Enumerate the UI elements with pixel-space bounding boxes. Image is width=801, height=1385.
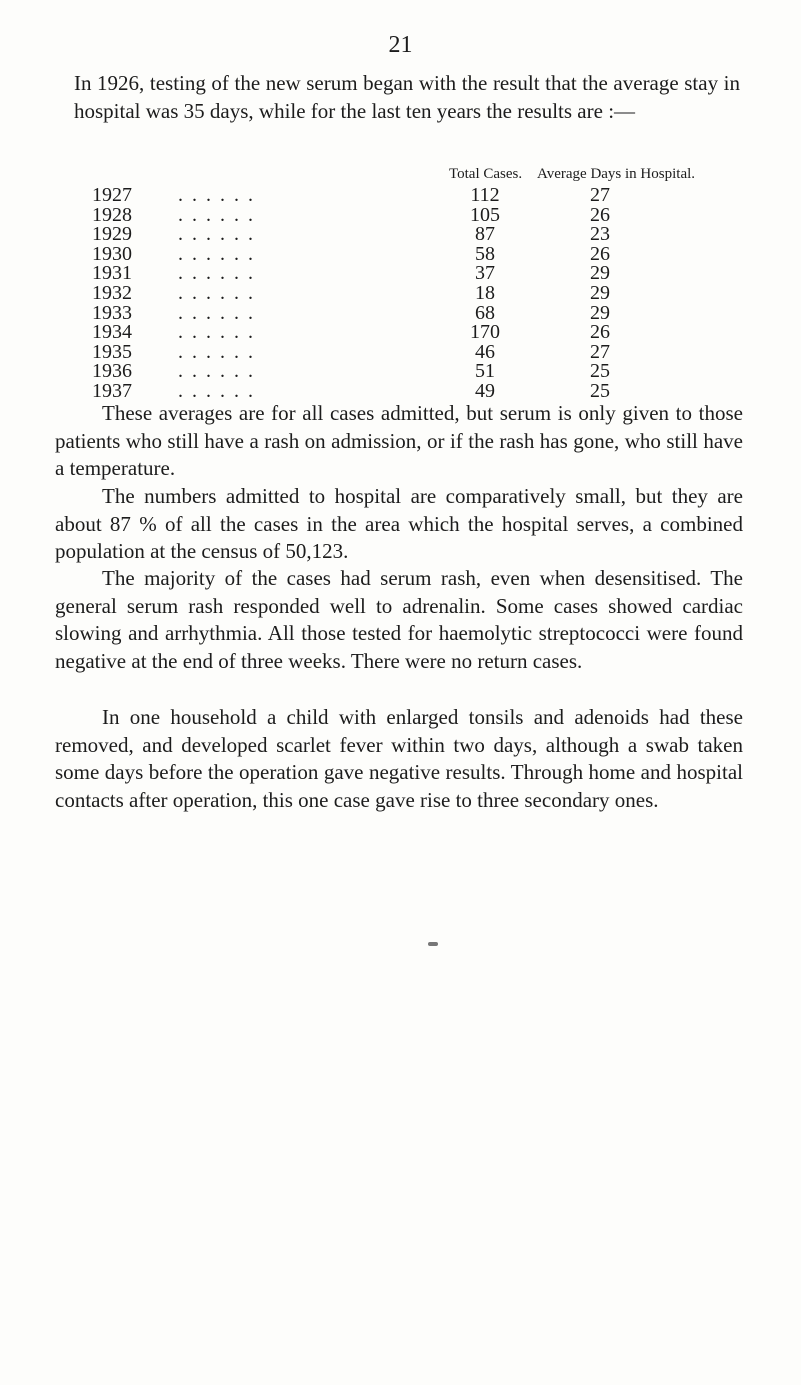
column-header-total-cases: Total Cases. <box>449 166 523 182</box>
average-days-cell: 29 <box>590 301 610 324</box>
total-cases-cell: 58 <box>475 242 495 265</box>
total-cases-cell: 68 <box>475 301 495 324</box>
year-cell: 1936 <box>92 360 132 383</box>
leader-dots: . . . . . . <box>178 282 255 304</box>
leader-dots: . . . . . . <box>178 340 255 363</box>
paragraph-numbers-admitted: The numbers admitted to hospital are comparatively small, but they are about 87 % of all the cases in the area which the hospital serves, a combined population at the census of 50,123. <box>55 484 743 563</box>
leader-dots: . . . . . . <box>178 203 255 226</box>
year-cell: 1930 <box>92 242 132 265</box>
average-days-cell: 29 <box>590 262 610 285</box>
leader-dots: . . . . . . <box>178 301 255 324</box>
year-cell: 1932 <box>92 282 132 304</box>
leader-dots: . . . . . . <box>178 321 255 344</box>
total-cases-cell: 18 <box>475 282 495 304</box>
average-days-cell: 27 <box>590 184 610 206</box>
year-cell: 1931 <box>92 262 132 285</box>
column-header-average-days: Average Days in Hospital. <box>537 166 696 182</box>
paragraph-serum-rash: The majority of the cases had serum rash, even when desensitised. The general serum rash responded well to adrenalin. Some cases showed cardiac slowing and arrhythmia. All those tested for haemolytic streptococci were found negative at the end of three weeks. There were no return cases. <box>55 566 743 673</box>
paragraph-household-case: In one household a child with enlarged tonsils and adenoids had these removed, and developed scarlet fever within two days, although a swab taken some days before the operation gave negative results. Through home and hospital contacts after operation, this one case gave rise to three secondary ones. <box>55 705 743 812</box>
leader-dots: . . . . . . <box>178 242 255 265</box>
leader-dots: . . . . . . <box>178 262 255 285</box>
average-days-cell: 25 <box>590 360 610 383</box>
average-days-cell: 29 <box>590 282 610 304</box>
average-days-cell: 27 <box>590 340 610 363</box>
total-cases-cell: 49 <box>475 380 495 402</box>
intro-paragraph: In 1926, testing of the new serum began with the result that the average stay in hospital was 35 days, while for the last ten years the results are :— <box>74 71 740 123</box>
total-cases-cell: 105 <box>470 203 500 226</box>
leader-dots: . . . . . . <box>178 360 255 383</box>
total-cases-cell: 112 <box>470 184 500 206</box>
total-cases-cell: 51 <box>475 360 495 383</box>
year-cell: 1933 <box>92 301 132 324</box>
leader-dots: . . . . . . <box>178 380 255 402</box>
average-days-cell: 26 <box>590 203 610 226</box>
year-cell: 1934 <box>92 321 132 344</box>
year-cell: 1929 <box>92 223 132 246</box>
average-days-cell: 26 <box>590 242 610 265</box>
average-days-cell: 26 <box>590 321 610 344</box>
total-cases-cell: 37 <box>475 262 495 285</box>
total-cases-cell: 46 <box>475 340 495 363</box>
total-cases-cell: 170 <box>470 321 500 344</box>
year-cell: 1927 <box>92 184 132 206</box>
leader-dots: . . . . . . <box>178 184 255 206</box>
year-cell: 1928 <box>92 203 132 226</box>
paragraph-averages: These averages are for all cases admitted, but serum is only given to those patients who still have a rash on admission, or if the rash has gone, who still have a temperature. <box>55 401 743 480</box>
ink-mark <box>428 942 438 946</box>
average-days-cell: 25 <box>590 380 610 402</box>
page-number: 21 <box>388 32 413 58</box>
total-cases-cell: 87 <box>475 223 495 246</box>
year-cell: 1937 <box>92 380 132 402</box>
year-cell: 1935 <box>92 340 132 363</box>
leader-dots: . . . . . . <box>178 223 255 246</box>
average-days-cell: 23 <box>590 223 610 246</box>
